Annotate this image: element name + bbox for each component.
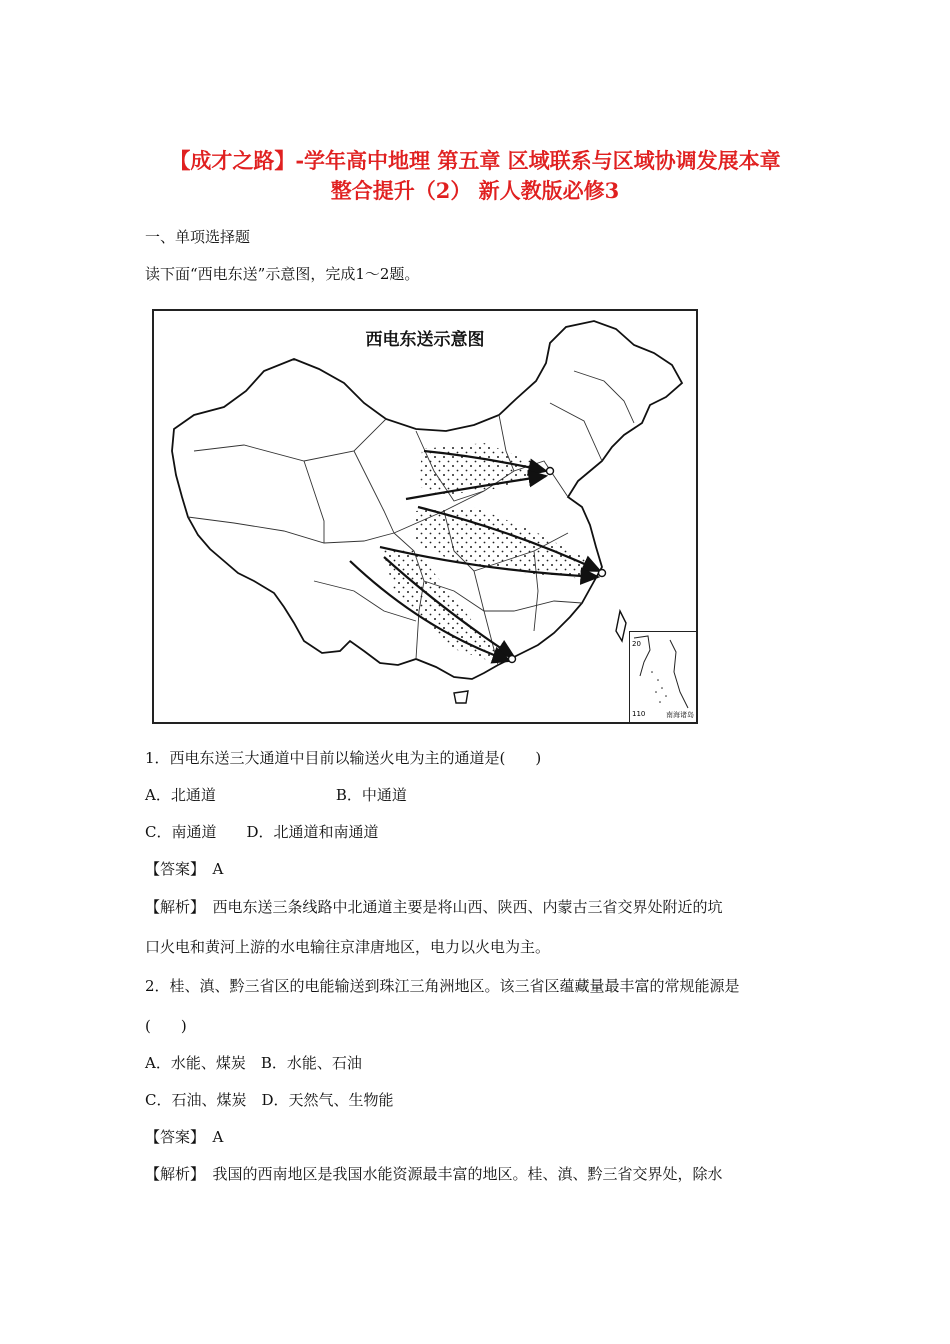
q1-stem: 1．西电东送三大通道中目前以输送火电为主的通道是( )	[145, 749, 542, 767]
title-line-1: 【成才之路】-学年高中地理 第五章 区域联系与区域协调发展本章	[169, 148, 781, 173]
shanghai-marker	[599, 570, 606, 577]
title-line-2: 整合提升（2） 新人教版必修3	[330, 178, 620, 203]
inset-latitude: 20	[632, 640, 641, 648]
intro-text: 读下面“西电东送”示意图，完成1～2题。	[145, 265, 420, 283]
taiwan-island	[616, 611, 626, 641]
hainan-island	[454, 691, 468, 703]
country-outline	[172, 321, 682, 679]
q2-analysis-1: 【解析】 我国的西南地区是我国水能资源最丰富的地区。桂、滇、黔三省交界处，除水	[145, 1165, 723, 1183]
q2-stem-2: ( )	[145, 1017, 187, 1035]
q2-options-row1: A．水能、煤炭 B．水能、石油	[145, 1054, 362, 1072]
guangzhou-marker	[509, 656, 516, 663]
q1-options-row2: C．南通道 D．北通道和南通道	[145, 823, 379, 841]
north-corridor-area	[419, 443, 546, 495]
q2-answer: 【答案】 A	[145, 1128, 224, 1146]
section-heading: 一、单项选择题	[145, 228, 251, 246]
inset-longitude: 110	[632, 710, 646, 718]
q1-analysis-2: 口火电和黄河上游的水电输往京津唐地区，电力以火电为主。	[145, 938, 551, 956]
west-east-power-map	[152, 309, 698, 724]
document-title	[90, 146, 860, 206]
map-title: 西电东送示意图	[365, 330, 485, 350]
q1-options-row1: A．北通道 B．中通道	[145, 786, 407, 804]
inset-label: 南海诸岛	[666, 711, 694, 719]
inset-drawing	[630, 632, 694, 720]
q1-answer: 【答案】 A	[145, 860, 224, 878]
map-drawing	[154, 311, 696, 722]
q2-options-row2: C．石油、煤炭 D．天然气、生物能	[145, 1091, 394, 1109]
q1-analysis-1: 【解析】 西电东送三条线路中北通道主要是将山西、陕西、内蒙古三省交界处附近的坑	[145, 898, 723, 916]
q2-stem-1: 2．桂、滇、黔三省区的电能输送到珠江三角洲地区。该三省区蕴藏量最丰富的常规能源是	[145, 977, 740, 995]
beijing-marker	[547, 468, 554, 475]
south-china-sea-inset	[629, 631, 696, 722]
